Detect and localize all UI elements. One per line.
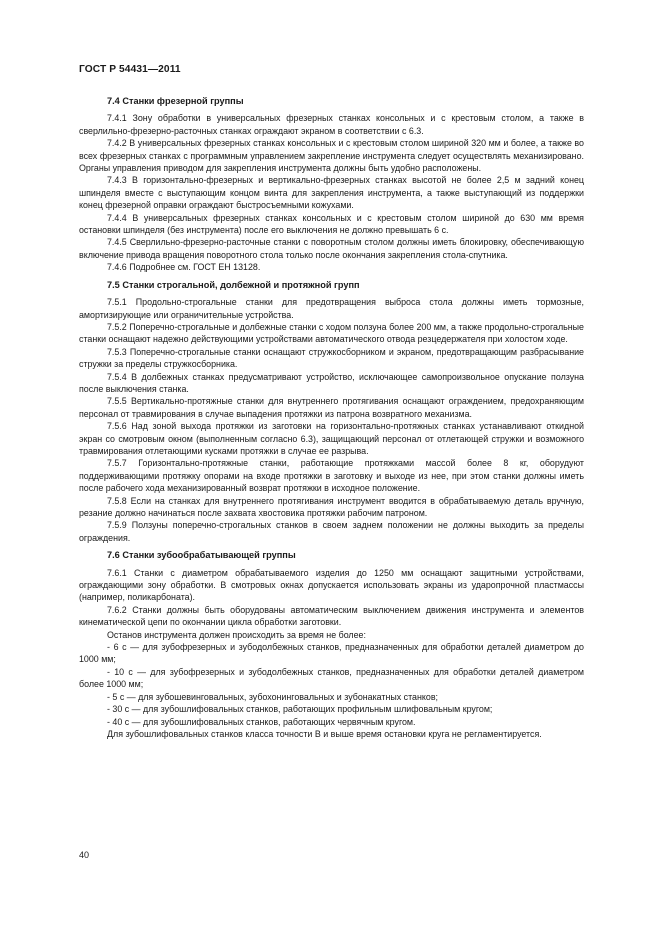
paragraph-7-4-5: 7.4.5 Сверлильно-фрезерно-расточные станки с поворотным столом должны иметь блокировку, обеспечивающую включение привода вращения поворотного стола только после окончания закрепления стола-спутника. — [79, 237, 584, 260]
paragraph-stop-time-intro: Останов инструмента должен происходить за время не более: — [107, 629, 366, 640]
paragraph-7-4-6: 7.4.6 Подробнее см. ГОСТ ЕН 13128. — [107, 262, 261, 273]
paragraph-7-5-6: 7.5.6 Над зоной выхода протяжки из заготовки на горизонтально-протяжных станках устанавливают откидной экран со смотровым окном (выполненным согласно 6.3), защищающий персонал от отлетающей стружки и возможного травмирования отлетающими кусками протяжки в случае ее разрыва. — [79, 421, 584, 456]
paragraph-7-6-1: 7.6.1 Станки с диаметром обрабатываемого изделия до 1250 мм оснащают защитными устройствами, ограждающими зону обработки. В смотровых окнах допускается использовать экраны из ударопрочной пластмассы (например, поликарбоната). — [79, 567, 584, 603]
section-7-4-title: 7.4 Станки фрезерной группы — [107, 96, 244, 106]
page-number: 40 — [79, 850, 90, 860]
paragraph-7-5-8: 7.5.8 Если на станках для внутреннего протягивания инструмент вводится в обрабатываемую деталь вручную, резание должно начинаться после захвата хвостовика протяжки рабочим патроном. — [79, 495, 584, 518]
paragraph-7-5-1: 7.5.1 Продольно-строгальные станки для предотвращения выброса стола должны иметь тормозные, амортизирующие или ограничительные устройства. — [79, 297, 584, 320]
paragraph-grinding-class: Для зубошлифовальных станков класса точности В и выше время остановки круга не регламентируется. — [107, 728, 542, 739]
list-item: - 5 с — для зубошевинговальных, зубохонинговальных и зубонакатных станков; — [107, 691, 438, 702]
section-7-5-title: 7.5 Станки строгальной, долбежной и протяжной групп — [107, 279, 360, 290]
paragraph-7-4-4: 7.4.4 В универсальных фрезерных станках консольных и с крестовым столом шириной до 630 мм время остановки шпинделя (без инструмента) после его выключения не должно превышать 6 с. — [79, 212, 584, 236]
paragraph-7-4-3: 7.4.3 В горизонтально-фрезерных и вертикально-фрезерных станках высотой не более 2,5 м задний конец шпинделя вместе с выступающим концом винта для закрепления инструмента, а также выступающий из поддержки конец фрезерной оправки ограждают быстросъемными кожухами. — [79, 175, 584, 211]
paragraph-7-5-7: 7.5.7 Горизонтально-протяжные станки, работающие протяжками массой более 8 кг, оборудуют поддерживающими протяжку опорами на входе протяжки в заготовку и выходе из нее, при этом станки должны иметь после рабочего хода механизированный возврат протяжки в исходное положение. — [79, 458, 584, 494]
paragraph-7-5-4: 7.5.4 В долбежных станках предусматривают устройство, исключающее самопроизвольное опускание ползуна после выключения станка. — [79, 371, 584, 394]
paragraph-7-4-2: 7.4.2 В универсальных фрезерных станках консольных и с крестовым столом шириной 320 мм и более, а также во всех фрезерных станках с программным управлением закрепление инструмента следует осуществлять механизировано. Органы управления приводом для закрепления инструмента должны быть удобно расположены. — [79, 138, 584, 174]
list-item: - 40 с — для зубошлифовальных станков, работающих червячным кругом. — [107, 716, 416, 727]
list-item: - 10 с — для зубофрезерных и зубодолбежных станков, предназначенных для обработки деталей диаметром более 1000 мм; — [79, 666, 584, 690]
document-header: ГОСТ Р 54431—2011 — [79, 64, 181, 75]
list-item: - 30 с — для зубошлифовальных станков, работающих профильным шлифовальным кругом; — [107, 704, 493, 715]
list-item: - 6 с — для зубофрезерных и зубодолбежных станков, предназначенных для обработки деталей диаметром до 1000 мм; — [79, 642, 584, 665]
paragraph-7-5-2: 7.5.2 Поперечно-строгальные и долбежные станки с ходом ползуна более 200 мм, а также продольно-строгальные станки оснащают надежно действующими устройствами автоматического отвода резцедержателя при холостом ходе. — [79, 321, 584, 345]
paragraph-7-4-1: 7.4.1 Зону обработки в универсальных фрезерных станках консольных и с крестовым столом, а также в сверлильно-фрезерно-расточных станках ограждают экраном в соответствии с 6.3. — [79, 113, 584, 136]
paragraph-7-5-9: 7.5.9 Ползуны поперечно-строгальных станков в своем заднем положении не должны выходить за пределы ограждения. — [79, 520, 584, 543]
paragraph-7-5-3: 7.5.3 Поперечно-строгальные станки оснащают стружкосборником и экраном, предотвращающим разбрасывание стружки за пределы стружкосборника. — [79, 346, 584, 370]
paragraph-7-5-5: 7.5.5 Вертикально-протяжные станки для внутреннего протягивания оснащают ограждением, предохраняющим персонал от травмирования в случае выпадения протяжки из патрона возвратного механизма. — [79, 396, 584, 419]
document-body — [79, 95, 584, 740]
paragraph-7-6-2: 7.6.2 Станки должны быть оборудованы автоматическим выключением движения инструмента и элементов кинематической цепи по окончании цикла обработки заготовки. — [79, 604, 584, 628]
section-7-6-title: 7.6 Станки зубообрабатывающей группы — [107, 550, 296, 561]
